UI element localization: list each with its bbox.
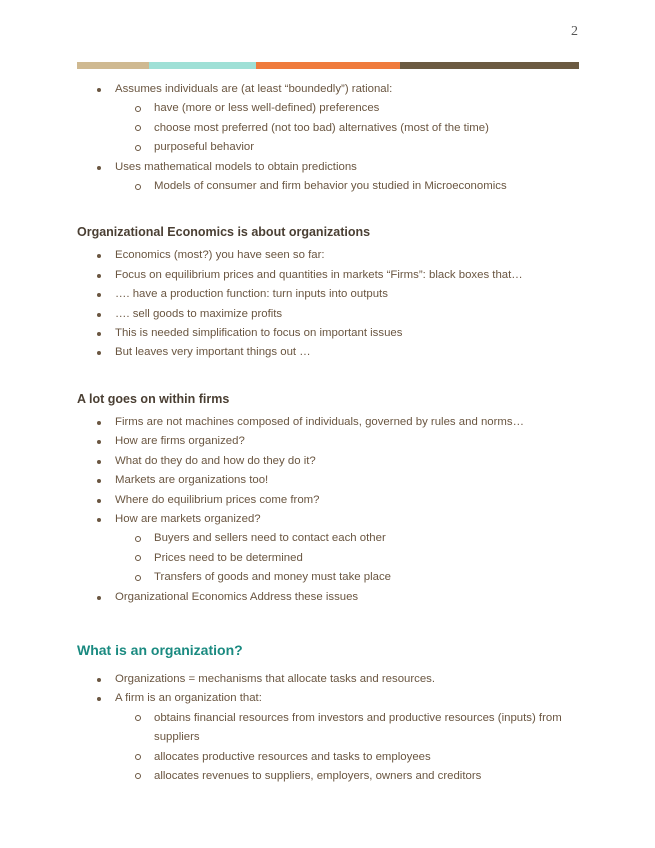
sub-list-item: Buyers and sellers need to contact each other — [77, 529, 579, 548]
decorative-color-bar — [77, 62, 579, 69]
sub-list-item: purposeful behavior — [77, 138, 579, 157]
sub-list-item: allocates revenues to suppliers, employers, owners and creditors — [77, 767, 579, 786]
sub-list-item: allocates productive resources and tasks to employees — [77, 748, 579, 767]
section-heading-what-is-organization: What is an organization? — [77, 641, 243, 658]
sub-list-item: choose most preferred (not too bad) alternatives (most of the time) — [77, 119, 579, 138]
list-item: Economics (most?) you have seen so far: — [77, 246, 579, 265]
list-item: How are markets organized? — [77, 510, 579, 529]
sub-list-item: obtains financial resources from investors and productive resources (inputs) from suppliers — [77, 709, 579, 748]
page-number: 2 — [571, 24, 578, 39]
section-heading-within-firms: A lot goes on within firms — [77, 391, 230, 406]
list-item: …. have a production function: turn inputs into outputs — [77, 285, 579, 304]
list-item: Markets are organizations too! — [77, 471, 579, 490]
intro-list — [77, 80, 579, 196]
sub-list-item: Transfers of goods and money must take place — [77, 568, 579, 587]
list-item: …. sell goods to maximize profits — [77, 305, 579, 324]
color-bar-segment-orange — [256, 62, 400, 69]
list-item: Organizational Economics Address these issues — [77, 588, 579, 607]
section2-list — [77, 413, 579, 607]
list-item: This is needed simplification to focus on important issues — [77, 324, 579, 343]
list-item: Organizations = mechanisms that allocate tasks and resources. — [77, 670, 579, 689]
sub-list-item: Models of consumer and firm behavior you studied in Microeconomics — [77, 177, 579, 196]
list-item: What do they do and how do they do it? — [77, 452, 579, 471]
color-bar-segment-mint — [149, 62, 256, 69]
list-item: Where do equilibrium prices come from? — [77, 491, 579, 510]
list-item: Firms are not machines composed of individuals, governed by rules and norms… — [77, 413, 579, 432]
color-bar-segment-brown — [400, 62, 579, 69]
list-item: Focus on equilibrium prices and quantities in markets “Firms”: black boxes that… — [77, 266, 579, 285]
sub-list-item: Prices need to be determined — [77, 549, 579, 568]
section1-list — [77, 246, 579, 362]
list-item: A firm is an organization that: — [77, 689, 579, 708]
section-heading-organizational-economics: Organizational Economics is about organizations — [77, 225, 371, 240]
color-bar-segment-tan — [77, 62, 149, 69]
section3-list — [77, 670, 579, 786]
list-item: Assumes individuals are (at least “boundedly”) rational: — [77, 80, 579, 99]
list-item: How are firms organized? — [77, 432, 579, 451]
document-body — [77, 80, 579, 786]
list-item: Uses mathematical models to obtain predictions — [77, 158, 579, 177]
sub-list-item: have (more or less well-defined) preferences — [77, 99, 579, 118]
list-item: But leaves very important things out … — [77, 343, 579, 362]
